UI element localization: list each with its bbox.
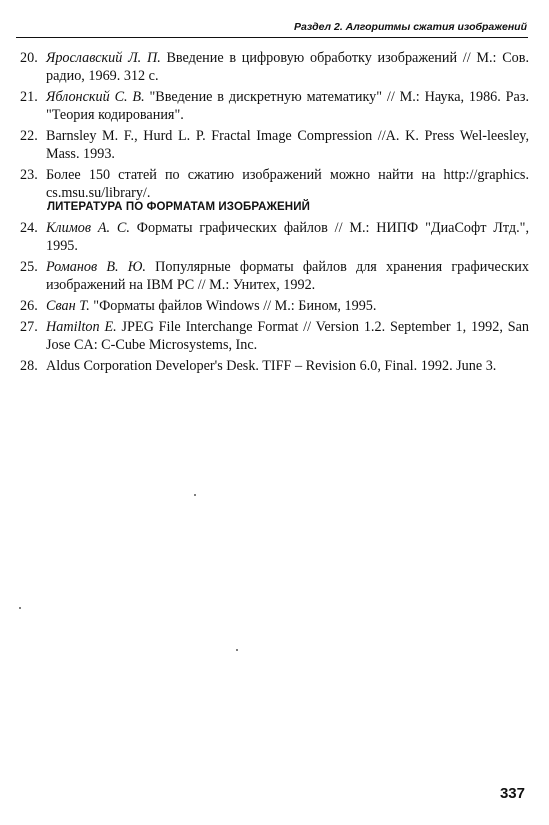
scan-speck (236, 649, 238, 651)
section-heading: ЛИТЕРАТУРА ПО ФОРМАТАМ ИЗОБРАЖЕНИЙ (47, 201, 310, 213)
header-rule (16, 37, 528, 38)
reference-text: JPEG File Interchange Format // Version 1.2. September 1, 1992, San Jose CA: C-Cube Microsystems, Inc. (46, 319, 529, 353)
reference-item (20, 127, 529, 163)
reference-author: Климов А. С. (46, 220, 130, 236)
reference-author: Сван Т. (46, 298, 90, 314)
reference-number: 23. (20, 167, 38, 183)
scan-speck (19, 607, 21, 609)
reference-author: Романов В. Ю. (46, 259, 146, 275)
reference-number: 25. (20, 259, 38, 275)
reference-number: 27. (20, 319, 38, 335)
reference-author: Ярославский Л. П. (46, 50, 161, 66)
reference-text: "Форматы файлов Windows // М.: Бином, 1995. (89, 298, 377, 314)
reference-number: 28. (20, 358, 38, 374)
reference-item (20, 297, 529, 315)
references-general-list (20, 49, 529, 205)
reference-item (20, 219, 529, 255)
reference-number: 22. (20, 128, 38, 144)
running-header: Раздел 2. Алгоритмы сжатия изображений (294, 21, 527, 33)
reference-text: Популярные форматы файлов для хранения графических изображений на IBM PC // М.: Унитех, 1992. (46, 259, 529, 293)
page-number: 337 (499, 785, 525, 802)
reference-item (20, 166, 529, 202)
reference-item (20, 49, 529, 85)
reference-item (20, 318, 529, 354)
reference-text: Более 150 статей по сжатию изображений можно найти на http://graphics. cs.msu.su/library/. (46, 167, 529, 201)
reference-item (20, 258, 529, 294)
reference-number: 20. (20, 50, 38, 66)
reference-author: Яблонский С. В. (46, 89, 145, 105)
scan-speck (194, 494, 196, 496)
reference-number: 26. (20, 298, 38, 314)
reference-text: "Введение в дискретную математику" // М.: Наука, 1986. Раз. "Теория кодирования". (46, 89, 529, 123)
reference-text: Введение в цифровую обработку изображений // М.: Сов. радио, 1969. 312 с. (46, 50, 529, 84)
reference-text: Barnsley M. F., Hurd L. P. Fractal Image Compression //A. K. Press Wel-leesley, Mass. 1993. (46, 128, 529, 162)
reference-item (20, 357, 529, 375)
references-formats-list (20, 219, 529, 378)
reference-item (20, 88, 529, 124)
reference-text: Aldus Corporation Developer's Desk. TIFF – Revision 6.0, Final. 1992. June 3. (46, 358, 497, 374)
reference-number: 21. (20, 89, 38, 105)
reference-author: Hamilton E. (46, 319, 117, 335)
reference-text: Форматы графических файлов // М.: НИПФ "ДиаСофт Лтд.", 1995. (46, 220, 529, 254)
reference-number: 24. (20, 220, 38, 236)
